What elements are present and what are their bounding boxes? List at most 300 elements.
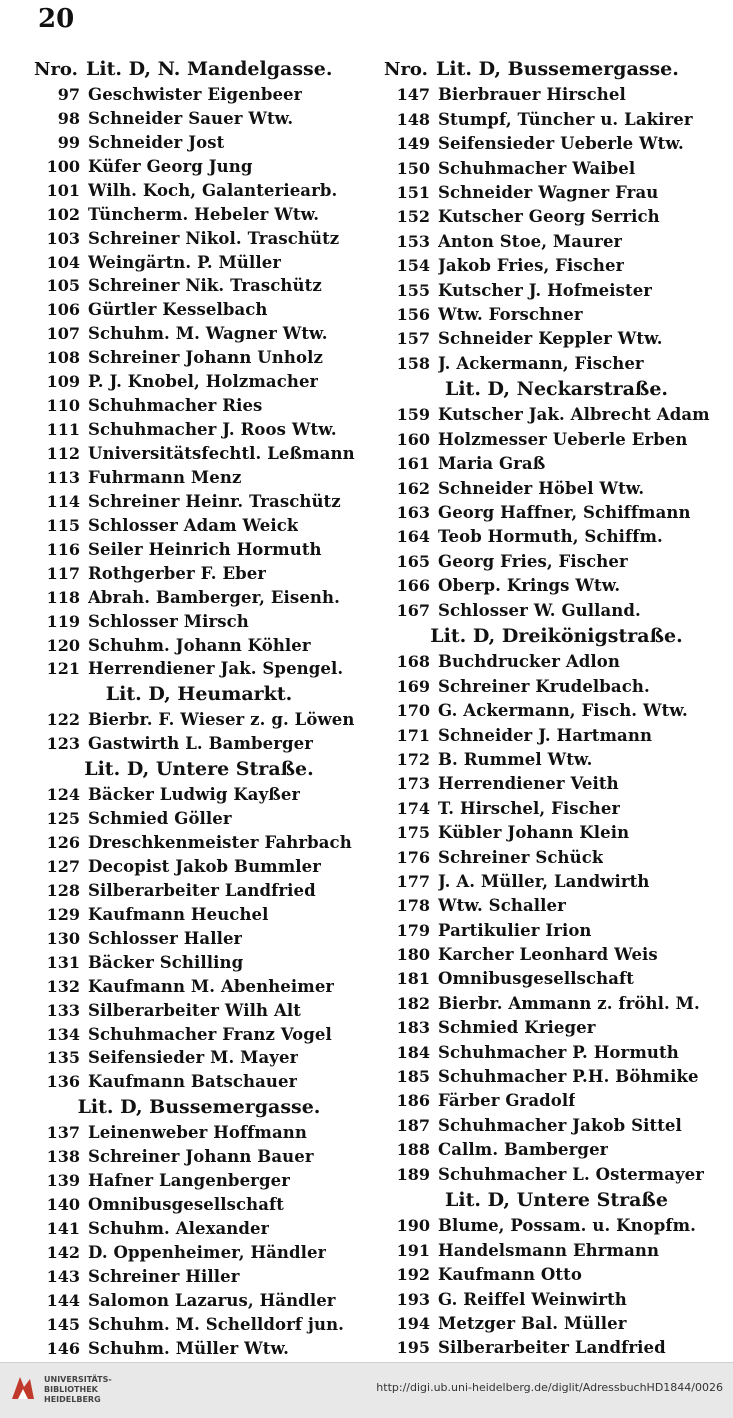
resident-name: Seifensieder M. Mayer bbox=[88, 1048, 299, 1068]
resident-name: Kutscher Georg Serrich bbox=[438, 207, 660, 227]
resident-name: Georg Fries, Fischer bbox=[438, 551, 628, 571]
house-number: 159 bbox=[396, 405, 430, 425]
house-number: 138 bbox=[46, 1147, 80, 1167]
address-entry bbox=[34, 1219, 364, 1238]
street-heading: Lit. D, Bussemergasse. bbox=[77, 1096, 321, 1119]
house-number: 193 bbox=[396, 1289, 430, 1309]
house-number: 156 bbox=[396, 304, 430, 324]
resident-name: Schreiner Heinr. Traschütz bbox=[88, 491, 341, 511]
resident-name: Holzmesser Ueberle Erben bbox=[438, 429, 688, 449]
house-number: 113 bbox=[46, 467, 80, 487]
resident-name: Bierbr. Ammann z. fröhl. M. bbox=[438, 993, 700, 1013]
address-entry bbox=[384, 110, 729, 129]
address-entry bbox=[34, 516, 364, 535]
resident-name: Seiler Heinrich Hormuth bbox=[88, 539, 322, 559]
address-entry bbox=[384, 207, 729, 226]
house-number: 171 bbox=[396, 725, 430, 745]
resident-name: Wtw. Forschner bbox=[438, 304, 583, 324]
house-number: 174 bbox=[396, 798, 430, 818]
house-number: 151 bbox=[396, 182, 430, 202]
resident-name: Salomon Lazarus, Händler bbox=[88, 1290, 336, 1310]
house-number: 130 bbox=[46, 928, 80, 948]
address-entry bbox=[34, 734, 364, 753]
resident-name: Schreiner Krudelbach. bbox=[438, 676, 650, 696]
resident-name: Herrendiener Jak. Spengel. bbox=[88, 659, 344, 679]
house-number: 103 bbox=[46, 228, 80, 248]
house-number: 106 bbox=[46, 300, 80, 320]
house-number: 139 bbox=[46, 1171, 80, 1191]
resident-name: Rothgerber F. Eber bbox=[88, 563, 267, 583]
resident-name: Schneider Sauer Wtw. bbox=[88, 108, 294, 128]
resident-name: G. Ackermann, Fisch. Wtw. bbox=[438, 701, 688, 721]
address-entry bbox=[384, 405, 729, 424]
resident-name: Kutscher Jak. Albrecht Adam bbox=[438, 405, 710, 425]
street-heading: Lit. D, Untere Straße bbox=[445, 1188, 668, 1211]
resident-name: Partikulier Irion bbox=[438, 920, 592, 940]
address-entry bbox=[384, 601, 729, 620]
resident-name: Schreiner Johann Bauer bbox=[88, 1147, 314, 1167]
address-entry bbox=[384, 329, 729, 348]
house-number: 107 bbox=[46, 324, 80, 344]
street-heading: Lit. D, Untere Straße. bbox=[84, 758, 314, 781]
resident-name: Küfer Georg Jung bbox=[88, 156, 253, 176]
house-number: 143 bbox=[46, 1266, 80, 1286]
resident-name: Bäcker Schilling bbox=[88, 952, 244, 972]
street-heading: Lit. D, Bussemergasse. bbox=[436, 58, 679, 80]
resident-name: Schreiner Schück bbox=[438, 847, 604, 867]
address-entry bbox=[384, 969, 729, 988]
resident-name: Callm. Bamberger bbox=[438, 1140, 609, 1160]
resident-name: Schreiner Hiller bbox=[88, 1266, 240, 1286]
address-entry bbox=[384, 430, 729, 449]
house-number: 142 bbox=[46, 1242, 80, 1262]
address-entry bbox=[34, 1147, 364, 1166]
address-entry bbox=[384, 1265, 729, 1284]
address-entry bbox=[34, 300, 364, 319]
resident-name: Bierbr. F. Wieser z. g. Löwen bbox=[88, 710, 355, 730]
house-number: 177 bbox=[396, 871, 430, 891]
address-entry bbox=[34, 157, 364, 176]
resident-name: D. Oppenheimer, Händler bbox=[88, 1242, 327, 1262]
address-entry bbox=[34, 468, 364, 487]
house-number: 135 bbox=[46, 1048, 80, 1068]
address-entry bbox=[34, 1243, 364, 1262]
address-entry bbox=[34, 324, 364, 343]
address-entry bbox=[34, 372, 364, 391]
house-number: 187 bbox=[396, 1115, 430, 1135]
address-entry bbox=[384, 552, 729, 571]
house-number: 168 bbox=[396, 652, 430, 672]
resident-name: Silberarbeiter Landfried bbox=[438, 1338, 666, 1358]
address-entry bbox=[384, 1067, 729, 1086]
resident-name: Universitätsfechtl. Leßmann bbox=[88, 444, 355, 463]
house-number: 122 bbox=[46, 710, 80, 730]
house-number: 178 bbox=[396, 896, 430, 916]
house-number: 140 bbox=[46, 1195, 80, 1215]
resident-name: Schuhmacher J. Roos Wtw. bbox=[88, 420, 337, 440]
resident-name: P. J. Knobel, Holzmacher bbox=[88, 372, 319, 392]
address-entry bbox=[34, 1315, 364, 1334]
address-entry bbox=[384, 1140, 729, 1159]
resident-name: Schneider Höbel Wtw. bbox=[438, 478, 645, 498]
resident-name: Seifensieder Ueberle Wtw. bbox=[438, 134, 684, 154]
house-number: 170 bbox=[396, 701, 430, 721]
street-heading: Lit. D, Dreikönigstraße. bbox=[430, 624, 683, 647]
street-heading: Lit. D, Neckarstraße. bbox=[444, 378, 669, 401]
address-entry bbox=[384, 354, 729, 373]
address-entry bbox=[34, 444, 364, 463]
house-number: 183 bbox=[396, 1018, 430, 1038]
resident-name: Schuhm. M. Schelldorf jun. bbox=[88, 1314, 345, 1334]
house-number: 152 bbox=[396, 207, 430, 227]
resident-name: Tüncherm. Hebeler Wtw. bbox=[88, 204, 320, 224]
house-number: 97 bbox=[57, 84, 80, 104]
house-number: 105 bbox=[46, 276, 80, 296]
address-entry bbox=[384, 726, 729, 745]
address-entry bbox=[34, 133, 364, 152]
resident-name: Schreiner Johann Unholz bbox=[88, 348, 323, 368]
address-entry bbox=[384, 896, 729, 915]
resident-name: Abrah. Bamberger, Eisenh. bbox=[88, 587, 340, 607]
house-number: 185 bbox=[396, 1067, 430, 1087]
address-entry bbox=[384, 305, 729, 324]
resident-name: Fuhrmann Menz bbox=[88, 467, 242, 487]
resident-name: Geschwister Eigenbeer bbox=[88, 84, 303, 104]
address-entry bbox=[34, 1001, 364, 1020]
house-number: 100 bbox=[46, 156, 80, 176]
resident-name: Anton Stoe, Maurer bbox=[438, 231, 623, 251]
resident-name: Schuhm. Alexander bbox=[88, 1219, 270, 1238]
house-number: 141 bbox=[46, 1219, 80, 1238]
resident-name: T. Hirschel, Fischer bbox=[438, 798, 621, 818]
house-number: 184 bbox=[396, 1042, 430, 1062]
right-column bbox=[384, 58, 729, 1358]
address-entry bbox=[34, 1123, 364, 1142]
resident-name: Schreiner Nikol. Traschütz bbox=[88, 228, 340, 248]
resident-name: Schneider Keppler Wtw. bbox=[438, 329, 663, 349]
house-number: 154 bbox=[396, 256, 430, 276]
house-number: 126 bbox=[46, 833, 80, 852]
resident-name: Kaufmann Otto bbox=[438, 1265, 582, 1285]
resident-name: Bierbrauer Hirschel bbox=[438, 85, 626, 105]
resident-name: Handelsmann Ehrmann bbox=[438, 1240, 660, 1260]
address-entry bbox=[384, 799, 729, 818]
house-number: 120 bbox=[46, 635, 80, 655]
address-entry bbox=[34, 276, 364, 295]
house-number: 163 bbox=[396, 503, 430, 523]
address-entry bbox=[34, 710, 364, 729]
column-header bbox=[384, 58, 729, 80]
resident-name: Buchdrucker Adlon bbox=[438, 652, 620, 672]
house-number: 161 bbox=[396, 454, 430, 474]
resident-name: Schneider Wagner Frau bbox=[438, 182, 659, 202]
address-entry bbox=[34, 181, 364, 200]
address-entry bbox=[34, 977, 364, 996]
house-number: 144 bbox=[46, 1290, 80, 1310]
address-entry bbox=[34, 929, 364, 948]
resident-name: Metzger Bal. Müller bbox=[438, 1313, 627, 1333]
house-number: 129 bbox=[46, 904, 80, 924]
street-heading: Lit. D, Heumarkt. bbox=[105, 683, 293, 706]
address-entry bbox=[384, 677, 729, 696]
address-entry bbox=[34, 253, 364, 272]
address-entry bbox=[384, 454, 729, 473]
resident-name: Schmied Krieger bbox=[438, 1018, 596, 1038]
house-number: 115 bbox=[46, 515, 80, 535]
address-entry bbox=[34, 881, 364, 900]
house-number: 102 bbox=[46, 204, 80, 224]
resident-name: Silberarbeiter Wilh Alt bbox=[88, 1000, 301, 1020]
house-number: 108 bbox=[46, 348, 80, 368]
address-entry bbox=[34, 857, 364, 876]
column-header-nro: Nro. bbox=[384, 59, 428, 80]
library-name-line1: UNIVERSITÄTS- bbox=[44, 1375, 112, 1384]
library-name bbox=[44, 1375, 112, 1405]
resident-name: G. Reiffel Weinwirth bbox=[438, 1289, 627, 1309]
resident-name: Bäcker Ludwig Kayßer bbox=[88, 785, 301, 805]
resident-name: Leinenweber Hoffmann bbox=[88, 1123, 307, 1143]
resident-name: Schuhm. Johann Köhler bbox=[88, 635, 311, 655]
source-url-link[interactable]: http://digi.ub.uni-heidelberg.de/diglit/AdressbuchHD1844/0026 bbox=[376, 1381, 723, 1394]
house-number: 121 bbox=[46, 659, 80, 679]
resident-name: B. Rummel Wtw. bbox=[438, 749, 593, 769]
address-entry bbox=[34, 1072, 364, 1091]
address-entry bbox=[384, 576, 729, 595]
resident-name: Schuhmacher L. Ostermayer bbox=[438, 1164, 705, 1184]
address-entry bbox=[34, 1267, 364, 1286]
resident-name: Schmied Göller bbox=[88, 809, 232, 829]
address-entry bbox=[34, 905, 364, 924]
address-entry bbox=[384, 750, 729, 769]
house-number: 186 bbox=[396, 1091, 430, 1111]
resident-name: Wilh. Koch, Galanteriearb. bbox=[88, 180, 338, 200]
address-entry bbox=[34, 1339, 364, 1358]
house-number: 167 bbox=[396, 600, 430, 620]
address-entry bbox=[384, 701, 729, 720]
house-number: 189 bbox=[396, 1164, 430, 1184]
house-number: 164 bbox=[396, 527, 430, 547]
resident-name: Karcher Leonhard Weis bbox=[438, 945, 658, 965]
address-entry bbox=[384, 281, 729, 300]
resident-name: J. A. Müller, Landwirth bbox=[438, 871, 650, 891]
resident-name: Schuhm. Müller Wtw. bbox=[88, 1338, 289, 1358]
address-entry bbox=[384, 652, 729, 671]
house-number: 180 bbox=[396, 945, 430, 965]
resident-name: Schneider Jost bbox=[88, 132, 225, 152]
address-entry bbox=[34, 420, 364, 439]
house-number: 179 bbox=[396, 920, 430, 940]
resident-name: Gastwirth L. Bamberger bbox=[88, 734, 314, 754]
resident-name: Kübler Johann Klein bbox=[438, 823, 630, 843]
address-entry bbox=[34, 953, 364, 972]
address-entry bbox=[384, 1018, 729, 1037]
resident-name: Färber Gradolf bbox=[438, 1091, 576, 1111]
resident-name: J. Ackermann, Fischer bbox=[438, 353, 644, 373]
house-number: 145 bbox=[46, 1314, 80, 1334]
house-number: 114 bbox=[46, 491, 80, 511]
address-entry bbox=[384, 256, 729, 275]
address-entry bbox=[384, 134, 729, 153]
house-number: 127 bbox=[46, 856, 80, 876]
house-number: 158 bbox=[396, 353, 430, 373]
address-entry bbox=[384, 921, 729, 940]
address-entry bbox=[34, 1291, 364, 1310]
address-entry bbox=[34, 564, 364, 583]
resident-name: Schlosser Adam Weick bbox=[88, 515, 299, 535]
house-number: 101 bbox=[46, 180, 80, 200]
house-number: 124 bbox=[46, 785, 80, 805]
address-entry bbox=[384, 183, 729, 202]
address-entry bbox=[34, 809, 364, 828]
resident-name: Omnibusgesellschaft bbox=[438, 969, 634, 989]
house-number: 146 bbox=[46, 1338, 80, 1358]
house-number: 182 bbox=[396, 993, 430, 1013]
address-entry bbox=[34, 1048, 364, 1067]
house-number: 125 bbox=[46, 809, 80, 829]
resident-name: Herrendiener Veith bbox=[438, 774, 619, 794]
resident-name: Hafner Langenberger bbox=[88, 1171, 290, 1191]
library-name-line2: BIBLIOTHEK bbox=[44, 1385, 98, 1394]
address-entry bbox=[34, 85, 364, 104]
resident-name: Kaufmann M. Abenheimer bbox=[88, 976, 335, 996]
resident-name: Schuhmacher Waibel bbox=[438, 158, 636, 178]
house-number: 131 bbox=[46, 952, 80, 972]
house-number: 147 bbox=[396, 85, 430, 105]
address-entry bbox=[384, 1290, 729, 1309]
address-entry bbox=[34, 588, 364, 607]
address-entry bbox=[384, 1091, 729, 1110]
house-number: 194 bbox=[396, 1313, 430, 1333]
house-number: 118 bbox=[46, 587, 80, 607]
house-number: 173 bbox=[396, 774, 430, 794]
house-number: 190 bbox=[396, 1216, 430, 1236]
address-entry bbox=[34, 1025, 364, 1044]
house-number: 137 bbox=[46, 1123, 80, 1143]
resident-name: Schlosser W. Gulland. bbox=[438, 600, 641, 620]
house-number: 133 bbox=[46, 1000, 80, 1020]
address-entry bbox=[384, 1216, 729, 1235]
house-number: 155 bbox=[396, 280, 430, 300]
address-entry bbox=[34, 1171, 364, 1190]
house-number: 104 bbox=[46, 252, 80, 272]
address-entry bbox=[34, 785, 364, 804]
library-name-line3: HEIDELBERG bbox=[44, 1395, 101, 1404]
house-number: 109 bbox=[46, 372, 80, 392]
house-number: 148 bbox=[396, 109, 430, 129]
resident-name: Wtw. Schaller bbox=[438, 896, 566, 916]
resident-name: Gürtler Kesselbach bbox=[88, 300, 268, 320]
address-entry bbox=[384, 994, 729, 1013]
resident-name: Schuhmacher Franz Vogel bbox=[88, 1024, 332, 1044]
address-entry bbox=[384, 774, 729, 793]
address-entry bbox=[384, 85, 729, 104]
resident-name: Schuhmacher P. Hormuth bbox=[438, 1042, 679, 1062]
address-entry bbox=[384, 503, 729, 522]
address-entry bbox=[34, 636, 364, 655]
street-heading: Lit. D, N. Mandelgasse. bbox=[86, 58, 333, 80]
house-number: 119 bbox=[46, 611, 80, 631]
resident-name: Omnibusgesellschaft bbox=[88, 1195, 284, 1215]
resident-name: Jakob Fries, Fischer bbox=[438, 256, 625, 276]
house-number: 188 bbox=[396, 1140, 430, 1160]
house-number: 160 bbox=[396, 429, 430, 449]
resident-name: Kutscher J. Hofmeister bbox=[438, 280, 653, 300]
house-number: 153 bbox=[396, 231, 430, 251]
resident-name: Oberp. Krings Wtw. bbox=[438, 576, 621, 596]
house-number: 123 bbox=[46, 734, 80, 754]
address-entry bbox=[384, 1241, 729, 1260]
house-number: 111 bbox=[46, 420, 80, 440]
house-number: 132 bbox=[46, 976, 80, 996]
address-entry bbox=[384, 1043, 729, 1062]
column-header bbox=[34, 58, 364, 80]
address-entry bbox=[384, 823, 729, 842]
house-number: 176 bbox=[396, 847, 430, 867]
resident-name: Teob Hormuth, Schiffm. bbox=[438, 527, 663, 547]
address-entry bbox=[384, 1116, 729, 1135]
house-number: 134 bbox=[46, 1024, 80, 1044]
address-entry bbox=[384, 1338, 729, 1357]
resident-name: Schuhmacher P.H. Böhmike bbox=[438, 1067, 699, 1087]
address-entry bbox=[34, 659, 364, 678]
library-logo-icon[interactable] bbox=[8, 1373, 38, 1403]
address-entry bbox=[34, 540, 364, 559]
house-number: 116 bbox=[46, 539, 80, 559]
resident-name: Schlosser Haller bbox=[88, 928, 243, 948]
resident-name: Dreschkenmeister Fahrbach bbox=[88, 833, 352, 852]
resident-name: Decopist Jakob Bummler bbox=[88, 856, 322, 876]
house-number: 172 bbox=[396, 749, 430, 769]
footer-bar bbox=[0, 1362, 733, 1418]
address-entry bbox=[384, 848, 729, 867]
address-entry bbox=[384, 872, 729, 891]
resident-name: Georg Haffner, Schiffmann bbox=[438, 503, 691, 523]
house-number: 192 bbox=[396, 1265, 430, 1285]
house-number: 150 bbox=[396, 158, 430, 178]
address-entry bbox=[384, 232, 729, 251]
house-number: 166 bbox=[396, 576, 430, 596]
resident-name: Schlosser Mirsch bbox=[88, 611, 249, 631]
house-number: 181 bbox=[396, 969, 430, 989]
house-number: 98 bbox=[57, 108, 80, 128]
address-entry bbox=[384, 527, 729, 546]
house-number: 162 bbox=[396, 478, 430, 498]
house-number: 112 bbox=[46, 444, 80, 463]
house-number: 128 bbox=[46, 880, 80, 900]
resident-name: Stumpf, Tüncher u. Lakirer bbox=[438, 109, 693, 129]
house-number: 149 bbox=[396, 134, 430, 154]
house-number: 191 bbox=[396, 1240, 430, 1260]
resident-name: Kaufmann Batschauer bbox=[88, 1072, 298, 1092]
house-number: 99 bbox=[57, 132, 80, 152]
address-entry bbox=[34, 1195, 364, 1214]
house-number: 110 bbox=[46, 396, 80, 416]
house-number: 136 bbox=[46, 1072, 80, 1092]
resident-name: Silberarbeiter Landfried bbox=[88, 880, 316, 900]
address-entry bbox=[34, 492, 364, 511]
resident-name: Maria Graß bbox=[438, 454, 546, 474]
left-column bbox=[34, 58, 364, 1358]
resident-name: Schuhmacher Ries bbox=[88, 396, 263, 416]
resident-name: Schneider J. Hartmann bbox=[438, 725, 653, 745]
address-entry bbox=[34, 833, 364, 852]
address-entry bbox=[384, 1314, 729, 1333]
house-number: 157 bbox=[396, 329, 430, 349]
resident-name: Weingärtn. P. Müller bbox=[88, 252, 282, 272]
address-entry bbox=[384, 159, 729, 178]
house-number: 175 bbox=[396, 823, 430, 843]
address-entry bbox=[384, 1165, 729, 1184]
